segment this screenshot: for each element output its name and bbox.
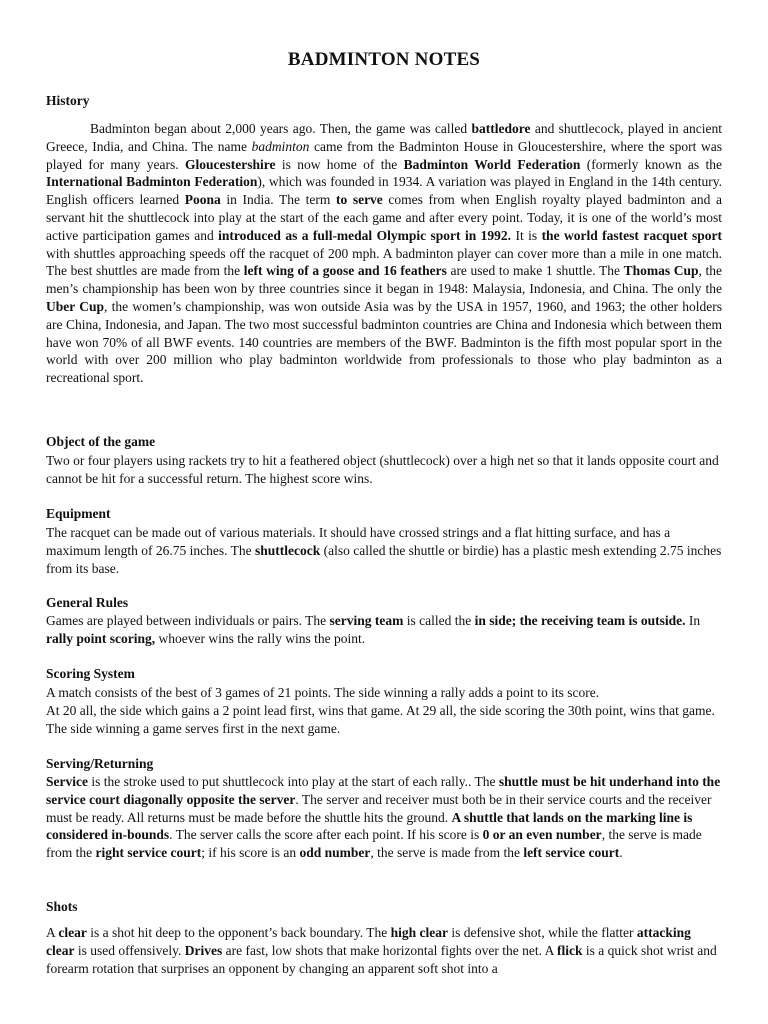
- text-run: , the men’s championship has been won by three countries since it began in 1948: Malaysia, Indonesia, and China. The only the: [46, 263, 723, 297]
- bold-text-run: in side; the receiving team is outside.: [474, 613, 686, 628]
- bold-text-run: flick: [557, 942, 583, 958]
- history-paragraph: [46, 120, 722, 387]
- bold-text-run: Gloucestershire: [185, 156, 276, 172]
- text-run: In: [685, 613, 701, 628]
- text-run: came from the Badminton House in Gloucestershire, where the sport was played for many years.: [46, 138, 722, 172]
- text-run: with shuttles approaching speeds off the racquet of 200 mph. A badminton player can cover more than a mile in one match. The best shuttles are made from the: [46, 245, 722, 279]
- text-run: . The server calls the score after each point. If his score is: [169, 827, 483, 843]
- bold-text-run: International Badminton Federation: [46, 174, 258, 190]
- general-rules-paragraph: [46, 612, 722, 648]
- bold-text-run: A shuttle that lands on the marking line is considered in-bounds: [46, 809, 693, 843]
- section-heading-history: History: [46, 93, 90, 108]
- bold-text-run: to serve: [335, 192, 383, 208]
- text-run: are fast, low shots that make horizontal fights over the net. A: [222, 942, 558, 958]
- text-run: The racquet can be made out of various materials. It should have crossed strings and a flat hitting surface, and has a maximum length of 26.75 inches. The: [46, 525, 671, 558]
- bold-text-run: right service court: [95, 845, 202, 861]
- text-run: ), which was founded in 1934. A variation was played in England in the 14th century. English officers learned: [46, 174, 722, 208]
- bold-text-run: clear: [58, 925, 87, 940]
- text-run: Two or four players using rackets try to hit a feathered object (shuttlecock) over a high net so that it lands opposite court and cannot be hit for a successful return. The highest score wins.: [46, 453, 719, 486]
- text-run: Games are played between individuals or pairs. The: [46, 613, 330, 628]
- text-run: It is: [511, 227, 542, 243]
- section-heading-equipment: Equipment: [46, 506, 111, 521]
- text-run: (also called the shuttle or birdie) has a plastic mesh extending 2.75 inches from its base.: [46, 542, 722, 576]
- shots-paragraph: [46, 924, 722, 977]
- bold-text-run: the world fastest racquet sport: [541, 227, 722, 243]
- bold-text-run: high clear: [390, 925, 448, 940]
- bold-text-run: Uber Cup: [46, 298, 104, 314]
- document-title: BADMINTON NOTES: [287, 49, 481, 70]
- section-heading-shots: Shots: [46, 899, 78, 914]
- bold-text-run: battledore: [471, 121, 531, 136]
- bold-text-run: odd number: [299, 845, 371, 861]
- text-run: , the women’s championship, was won outside Asia was by the USA in 1957, 1960, and 1963; the other holders are China, Indonesia, and Japan. The two most successful badminton countries are China and Indonesia which between them have won 70% of all BWF events. 140 countries are members of the BWF. Badminton is the fifth most popular sport in the world with over 200 million who play badminton worldwide from professionals to those who play badminton as a recreational sport.: [46, 298, 723, 386]
- section-heading-object: Object of the game: [46, 434, 156, 449]
- text-run: and shuttlecock, played in ancient Greece, India, and China. The name: [46, 121, 723, 154]
- equipment-paragraph: [46, 524, 722, 577]
- text-run: is a quick shot wrist and forearm rotation that surprises an opponent by changing an apparent soft shot into a: [46, 942, 717, 976]
- text-run: ; if his score is an: [201, 845, 300, 861]
- bold-text-run: Drives: [184, 942, 223, 958]
- scoring-line-1: A match consists of the best of 3 games of 21 points. The side winning a rally adds a point to its score.: [46, 685, 600, 700]
- italic-text-run: badminton: [251, 138, 310, 154]
- text-run: is now home of the: [275, 156, 404, 172]
- text-run: A: [46, 925, 59, 940]
- text-run: is the stroke used to put shuttlecock into play at the start of each rally.. The: [87, 774, 499, 789]
- bold-text-run: left service court: [523, 845, 620, 861]
- text-run: is called the: [403, 613, 475, 628]
- section-heading-serving: Serving/Returning: [46, 756, 154, 771]
- text-run: .: [619, 845, 623, 861]
- bold-text-run: introduced as a full-medal Olympic sport in 1992.: [218, 227, 512, 243]
- serving-paragraph: [46, 773, 722, 862]
- text-run: is defensive shot, while the flatter: [447, 925, 637, 940]
- scoring-paragraph: [46, 684, 722, 737]
- bold-text-run: 0 or an even number: [482, 827, 602, 843]
- object-paragraph: [46, 452, 722, 488]
- text-run: is a shot hit deep to the opponent’s back boundary. The: [86, 925, 391, 940]
- bold-text-run: Thomas Cup: [623, 263, 699, 279]
- section-heading-scoring: Scoring System: [46, 666, 135, 681]
- text-run: is used offensively.: [74, 942, 185, 958]
- scoring-line-2: At 20 all, the side which gains a 2 point lead first, wins that game. At 29 all, the side scoring the 30th point, wins that game. The side winning a game serves first in the next game.: [46, 702, 715, 736]
- text-run: , the serve is made from the: [370, 845, 524, 861]
- bold-text-run: shuttle must be hit underhand into the service court diagonally opposite the server: [46, 774, 721, 807]
- section-heading-general-rules: General Rules: [46, 595, 129, 610]
- text-run: (formerly known as the: [580, 156, 722, 172]
- text-run: . The server and receiver must both be in their service courts and the receiver must be ready. All returns must be made before the shuttle hits the ground.: [46, 791, 712, 825]
- text-run: whoever wins the rally wins the point.: [155, 630, 366, 646]
- text-run: Badminton began about 2,000 years ago. Then, the game was called: [90, 121, 472, 136]
- bold-text-run: rally point scoring,: [46, 630, 156, 646]
- bold-text-run: Service: [46, 774, 88, 789]
- bold-text-run: Badminton World Federation: [403, 156, 581, 172]
- text-run: in India. The term: [220, 192, 336, 208]
- text-run: , the serve is made from the: [46, 827, 702, 861]
- bold-text-run: attacking clear: [46, 925, 691, 958]
- bold-text-run: shuttlecock: [254, 542, 321, 558]
- bold-text-run: left wing of a goose and 16 feathers: [243, 263, 447, 279]
- text-run: comes from when English royalty played badminton and a servant hit the shuttlecock into play at the start of the each game and after every point. Today, it is one of the world’s most active participation games and: [46, 192, 722, 243]
- text-run: are used to make 1 shuttle. The: [446, 263, 624, 279]
- bold-text-run: Poona: [184, 192, 221, 208]
- bold-text-run: serving team: [329, 613, 404, 628]
